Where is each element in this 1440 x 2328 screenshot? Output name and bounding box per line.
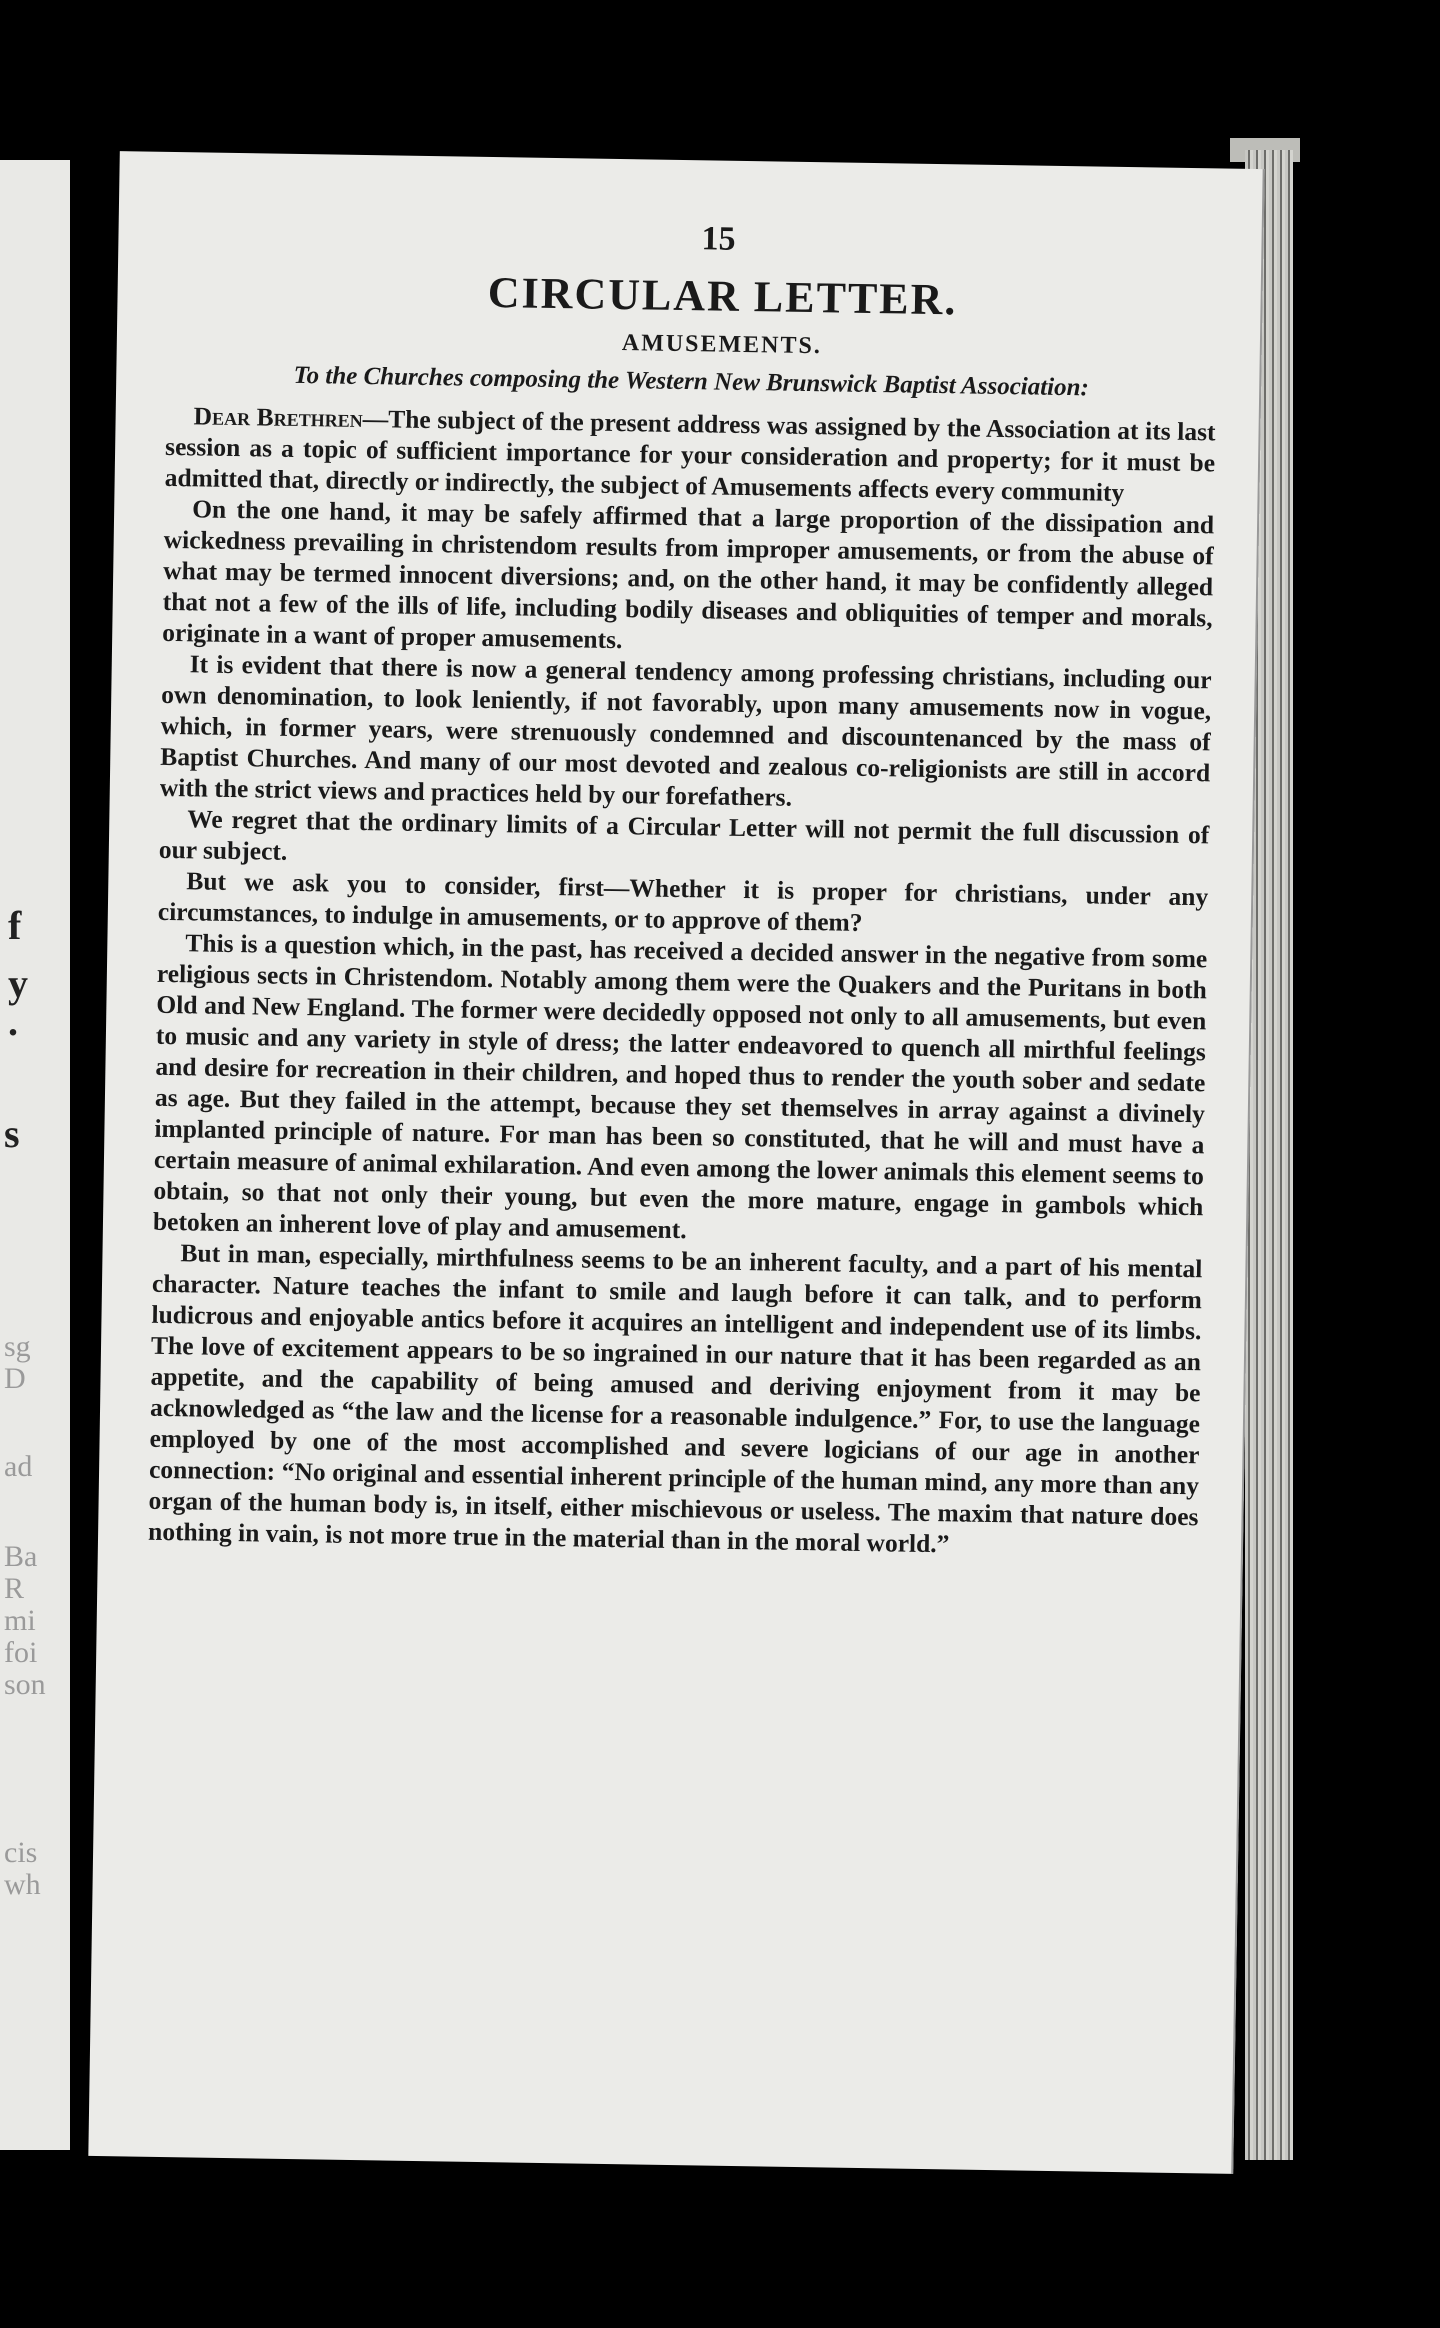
- margin-fragment: wh: [4, 1868, 41, 1901]
- page-content: [148, 212, 1219, 1563]
- paragraph-text: —The subject of the present address was assigned by the Association at its last session as a topic of sufficient importance for your consideration and property; for it must be admitted that, directly or indirectly, the subject of Amusements affects every community: [164, 403, 1216, 507]
- margin-char: y: [8, 961, 28, 1006]
- page-number: 15: [701, 220, 736, 258]
- paragraph: [164, 400, 1215, 509]
- address-line: To the Churches composing the Western New Brunswick Baptist Association:: [293, 361, 1090, 402]
- margin-char: s: [4, 1111, 20, 1156]
- paragraph: But we ask you to consider, first—Whether it is proper for christians, under any circumstances, to indulge in amusements, or to approve of them?: [157, 866, 1209, 937]
- margin-fragment: mi: [4, 1604, 36, 1637]
- paragraph: We regret that the ordinary limits of a Circular Letter will not permit the full discussion of our subject.: [158, 804, 1210, 866]
- margin-fragment: ad: [4, 1450, 33, 1483]
- margin-fragment: D: [4, 1362, 26, 1395]
- margin-fragment: foi: [4, 1636, 38, 1669]
- page-title: CIRCULAR LETTER.: [487, 267, 958, 325]
- margin-fragment: R: [4, 1572, 25, 1605]
- paragraph: It is evident that there is now a general tendency among professing christians, including our own denomination, to look leniently, if not favorably, upon many amusements now in vogue, which, in former years, were strenuously condemned and discountenanced by the mass of Baptist Churches. And many of our most devoted and zealous co-religionists are still in accord with the strict views and practices held by our forefathers.: [159, 649, 1212, 812]
- margin-fragment: cis: [4, 1836, 38, 1869]
- section-heading: AMUSEMENTS.: [621, 330, 823, 360]
- margin-fragment: sg: [4, 1330, 31, 1363]
- salutation: Dear Brethren: [193, 401, 363, 433]
- paragraph: But in man, especially, mirthfulness seems to be an inherent faculty, and a part of his mental character. Nature teaches the infant to smile and laugh before it can talk, and to perform ludicrous and enjoyable antics before it acquires an intelligent and independent use of its limbs. The love of excitement appears to be so ingrained in our nature that it has been regarded as an appetite, and the capability of being amused and deriving enjoyment from it may be acknowledged as “the law and the license for a reasonable indulgence.” For, to use the language employed by one of the most accomplished and severe logicians of our age in another connection: “No original and essential inherent principle of the human mind, any more than any organ of the human body is, in itself, either mischievous or useless. The maxim that nature does nothing in vain, is not more true in the material than in the moral world.”: [147, 1238, 1203, 1559]
- paragraph: This is a question which, in the past, has received a decided answer in the negative from some religious sects in Christendom. Notably among them were the Quakers and the Puritans in both Old and New England. The former were decidedly opposed not only to all amusements, but even to music and any variety in style of dress; the latter endeavored to quench all mirthful feelings and desire for recreation in their children, and hoped thus to render the youth sober and sedate as age. But they failed in the attempt, because they set themselves in array against a divinely implanted principle of nature. For man has been so constituted, that he will and must have a certain measure of animal exhilaration. And even among the lower animals this element seems to obtain, so that not only their young, but even the more mature, engage in gambols which betoken an inherent love of play and amusement.: [152, 928, 1208, 1245]
- margin-char: f: [8, 903, 22, 948]
- margin-char: .: [8, 999, 18, 1044]
- paragraph: On the one hand, it may be safely affirmed that a large proportion of the dissipation and wickedness prevailing in christendom results from improper amusements, or from the abuse of what may be termed innocent diversions; and, on the other hand, it may be confidently alleged that not a few of the ills of life, including bodily diseases and obliquities of temper and morals, originate in a want of proper amusements.: [162, 494, 1215, 655]
- margin-fragment: son: [4, 1668, 46, 1701]
- book-page: [88, 151, 1264, 2174]
- margin-fragment: Ba: [4, 1540, 38, 1573]
